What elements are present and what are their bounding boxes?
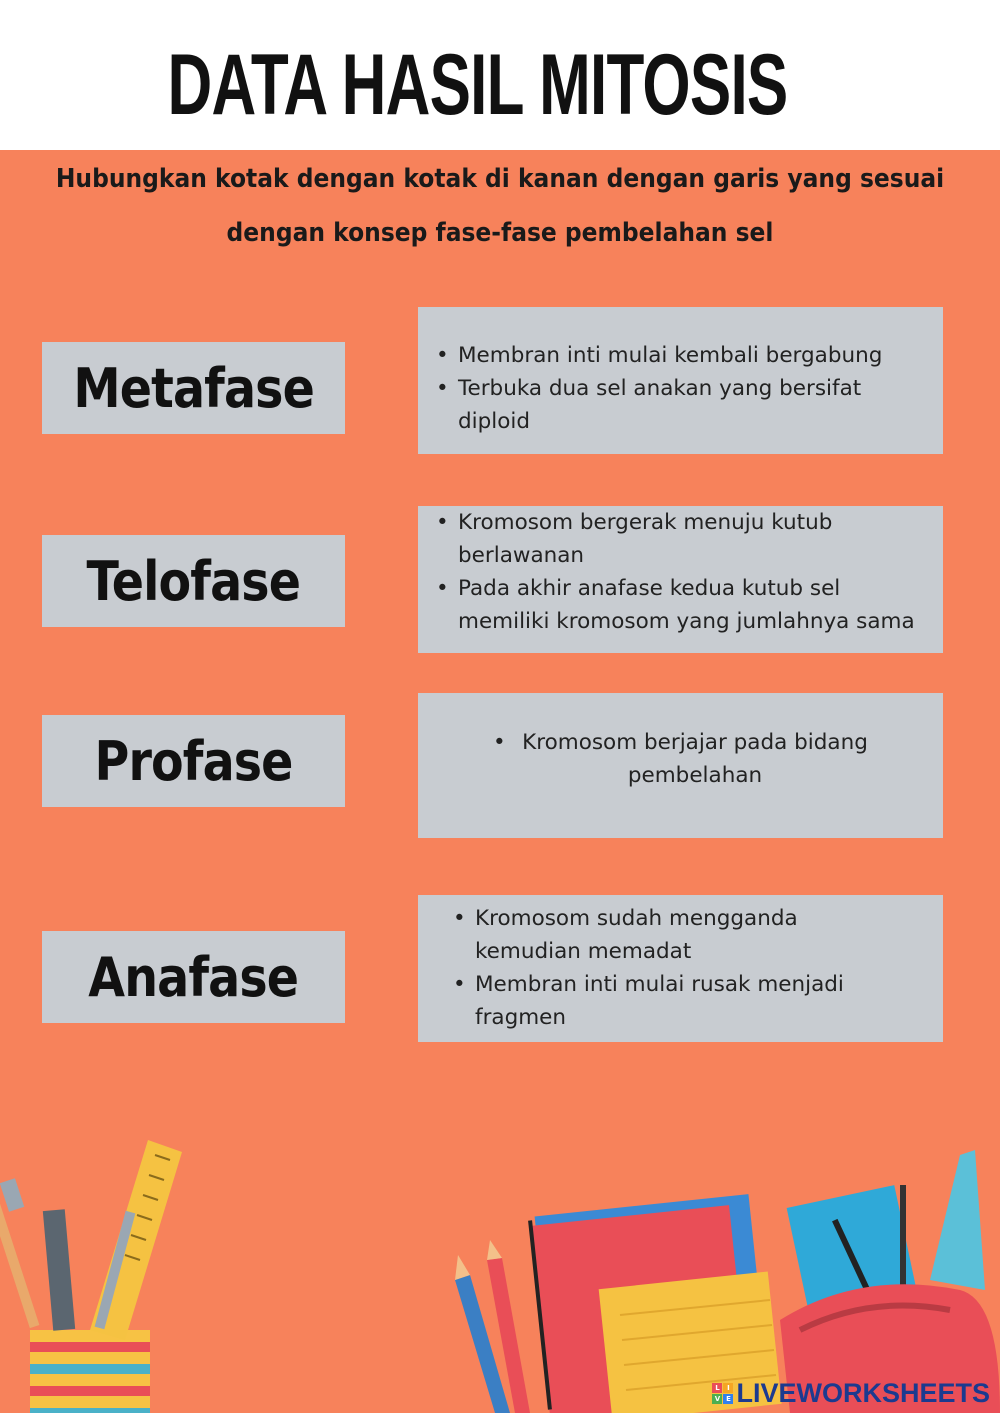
pencils-icon	[455, 1240, 530, 1413]
phase-label: Telofase	[86, 549, 301, 613]
description-item: • Membran inti mulai rusak menjadi fragmen	[475, 968, 875, 1034]
logo-letter: L	[712, 1383, 722, 1393]
description-box-3[interactable]	[418, 693, 943, 838]
description-box-2[interactable]	[418, 506, 943, 653]
liveworksheets-logo-icon	[712, 1383, 733, 1404]
liveworksheets-watermark	[712, 1375, 990, 1411]
instruction-text	[0, 152, 1000, 260]
phase-label: Metafase	[73, 356, 314, 420]
phase-box-telofase[interactable]	[42, 535, 345, 627]
description-item: • Terbuka dua sel anakan yang bersifat diploid	[458, 372, 888, 438]
pencil-cup-icon	[30, 1330, 150, 1413]
watermark-text: LIVEWORKSHEETS	[736, 1377, 990, 1408]
description-item: • Kromosom sudah mengganda kemudian memadat	[475, 902, 815, 968]
art-supplies-icon	[780, 1150, 1000, 1413]
description-item: • Pada akhir anafase kedua kutub sel memiliki kromosom yang jumlahnya sama	[458, 572, 928, 638]
description-item: • Membran inti mulai kembali bergabung	[458, 339, 943, 372]
logo-letter: V	[712, 1394, 722, 1404]
phase-box-metafase[interactable]	[42, 342, 345, 434]
phase-label: Anafase	[88, 945, 299, 1009]
stationery-illustration	[0, 1120, 1000, 1413]
phase-box-profase[interactable]	[42, 715, 345, 807]
description-box-1[interactable]	[418, 307, 943, 454]
page-title: DATA HASIL MITOSIS	[167, 37, 788, 133]
instruction-line-2: dengan konsep fase-fase pembelahan sel	[226, 218, 774, 248]
logo-letter: E	[723, 1394, 733, 1404]
phase-label: Profase	[94, 729, 293, 793]
description-item: • Kromosom bergerak menuju kutub berlawanan	[458, 506, 858, 572]
instruction-line-1: Hubungkan kotak dengan kotak di kanan dengan garis yang sesuai	[55, 164, 945, 194]
description-item: • Kromosom berjajar pada bidang pembelahan	[515, 726, 875, 792]
logo-letter: I	[723, 1383, 733, 1393]
phase-box-anafase[interactable]	[42, 931, 345, 1023]
description-box-4[interactable]	[418, 895, 943, 1042]
